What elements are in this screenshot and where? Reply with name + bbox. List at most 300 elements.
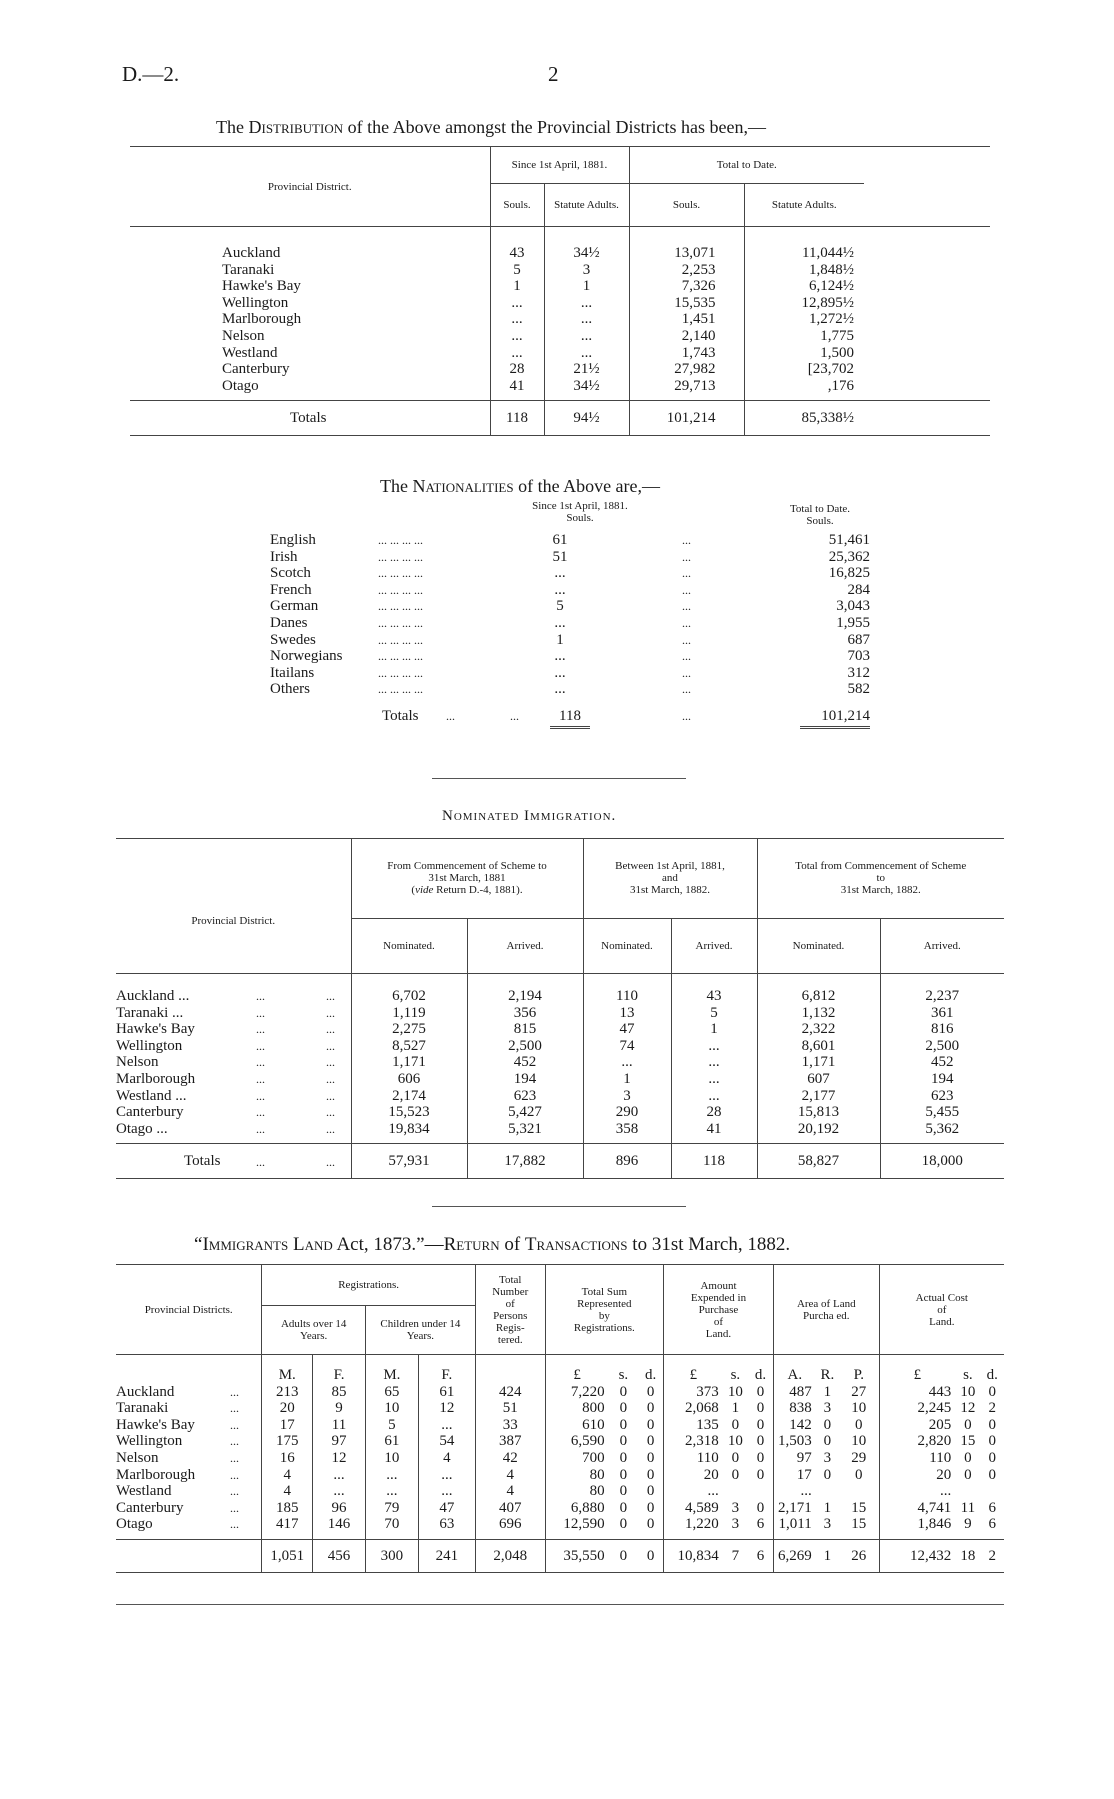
cell-cd: 6 xyxy=(988,1499,997,1516)
total-souls: 2,140 xyxy=(629,328,744,345)
leader-dots: ... ... ... ... xyxy=(378,533,423,547)
district-name: Marlborough xyxy=(116,1070,196,1087)
cell-cf: 4 xyxy=(418,1450,475,1467)
cell-sd: 0 xyxy=(646,1449,655,1466)
nominated-title: Nominated Immigration. xyxy=(442,808,617,824)
cell-es: 3 xyxy=(731,1516,740,1533)
land-col-registrations: Registrations. xyxy=(262,1265,476,1306)
leader-dots: ... ... ... ... xyxy=(378,549,423,564)
list-item xyxy=(270,615,870,632)
cell-cs: 10 xyxy=(960,1383,976,1400)
cell-cs: 0 xyxy=(964,1449,972,1466)
total-af: 456 xyxy=(313,1539,366,1572)
sub-statute-adults: Statute Adults. xyxy=(544,184,629,227)
cell-cs xyxy=(955,1483,980,1500)
between-arrived: 28 xyxy=(671,1104,757,1121)
cell-sd: 0 xyxy=(646,1499,655,1516)
cell-am: 175 xyxy=(262,1433,313,1450)
list-item xyxy=(270,549,870,566)
table-row xyxy=(116,1467,1004,1484)
between-nominated: ... xyxy=(583,1054,671,1071)
cell-cm: ... xyxy=(365,1483,418,1500)
cell-el: 1,220 xyxy=(664,1516,723,1533)
cell-ss: 0 xyxy=(619,1400,628,1417)
total-cd: 2 xyxy=(988,1547,997,1564)
total-nominated: 2,322 xyxy=(757,1021,880,1038)
table-row xyxy=(130,245,990,262)
leader-dots: ... xyxy=(230,1500,239,1515)
leader-dots: ... xyxy=(682,549,691,564)
cell-af: ... xyxy=(313,1467,366,1484)
cell-ss: 0 xyxy=(619,1516,628,1533)
district-name: Auckland ... xyxy=(116,988,190,1004)
cell-ed: 0 xyxy=(756,1383,765,1400)
cell-sd: 0 xyxy=(646,1483,655,1500)
total-souls: 15,535 xyxy=(629,295,744,312)
unit-label: s. xyxy=(730,1367,741,1383)
cell-ap xyxy=(839,1483,879,1500)
cell-am: 185 xyxy=(262,1500,313,1517)
since-souls: 28 xyxy=(490,361,544,378)
table-row xyxy=(116,1104,1004,1121)
cell-aa: 97 xyxy=(773,1450,815,1467)
since-adults: 3 xyxy=(544,262,629,279)
cell-sd: 0 xyxy=(646,1400,655,1417)
leader-dots: ... xyxy=(230,1517,239,1532)
district-name: Taranaki xyxy=(222,261,275,278)
cell-ss: 0 xyxy=(619,1433,628,1450)
cell-cs: 0 xyxy=(964,1416,972,1433)
total-nominated: 6,812 xyxy=(757,988,880,1005)
col-total-to-date: Total to Date. xyxy=(629,147,864,184)
table-row xyxy=(116,1417,1004,1434)
cell-aa: 2,171 xyxy=(773,1500,815,1517)
nationality-total: 1,955 xyxy=(836,614,870,631)
land-col-children: Children under 14 Years. xyxy=(365,1306,475,1355)
cell-cs: 12 xyxy=(960,1400,976,1417)
totals-row xyxy=(270,706,870,726)
total-arrived: 361 xyxy=(880,1005,1004,1022)
cell-ed: 0 xyxy=(756,1466,765,1483)
district-name: Taranaki xyxy=(116,1400,169,1417)
unit-label: d. xyxy=(644,1367,657,1383)
unit-label: s. xyxy=(618,1367,629,1383)
cell-es: 1 xyxy=(731,1400,740,1417)
nat-col-total: Total to Date. Souls. xyxy=(789,503,851,527)
leader-dots: ... xyxy=(682,566,691,581)
total-adults: 11,044½ xyxy=(744,245,864,262)
table-row xyxy=(130,345,990,362)
table-row xyxy=(130,262,990,279)
nationality-total: 25,362 xyxy=(828,548,870,565)
from-nominated: 6,702 xyxy=(351,988,467,1005)
cell-ed: 0 xyxy=(756,1449,765,1466)
list-item xyxy=(270,565,870,582)
total-arrived: 623 xyxy=(880,1088,1004,1105)
cell-cf: 61 xyxy=(418,1384,475,1401)
district-name: Otago xyxy=(116,1516,153,1533)
cell-tot: 696 xyxy=(475,1516,545,1533)
leader-dots: ... xyxy=(256,1022,265,1037)
cell-aa: 487 xyxy=(773,1384,815,1401)
from-nominated: 8,527 xyxy=(351,1038,467,1055)
from-nominated: 1,171 xyxy=(351,1054,467,1071)
between-nominated: 3 xyxy=(583,1088,671,1105)
leader-dots: ... xyxy=(682,582,691,597)
district-name: Canterbury xyxy=(222,361,290,378)
leader-dots: ... xyxy=(256,989,265,1003)
leader-dots: ... xyxy=(256,1038,265,1053)
unit-label: £ xyxy=(664,1367,723,1384)
district-name: Nelson xyxy=(222,327,265,344)
nom-col-district: Provincial District. xyxy=(116,839,351,974)
sub-statute-total: Statute Adults. xyxy=(744,184,864,227)
between-nominated: 74 xyxy=(583,1038,671,1055)
document-reference: D.—2. xyxy=(122,62,180,86)
table-row xyxy=(116,1384,1004,1401)
cell-cl: 205 xyxy=(879,1417,955,1434)
cell-cl: 1,846 xyxy=(879,1516,955,1533)
cell-ed xyxy=(748,1483,773,1500)
col-since-april: Since 1st April, 1881. xyxy=(490,147,629,184)
between-arrived: ... xyxy=(671,1071,757,1088)
leader-dots: ... xyxy=(326,1088,335,1103)
cell-aa: 1,011 xyxy=(773,1516,815,1533)
cell-af: 12 xyxy=(313,1450,366,1467)
cell-ap: 0 xyxy=(855,1416,863,1433)
cell-el: 2,068 xyxy=(664,1400,723,1417)
totals-total-nominated: 58,827 xyxy=(757,1144,880,1179)
nationality-since: 5 xyxy=(556,598,564,615)
nationality-since: ... xyxy=(554,614,566,631)
sub-nominated-a: Nominated. xyxy=(351,918,467,973)
cell-ap: 10 xyxy=(851,1400,867,1417)
leader-dots: ... xyxy=(230,1417,239,1432)
cell-ed: 0 xyxy=(756,1416,765,1433)
sub-arrived-c: Arrived. xyxy=(880,918,1004,973)
unit-label: P. xyxy=(853,1367,864,1383)
leader-dots: ... xyxy=(326,1055,335,1070)
leader-dots: ... xyxy=(326,1005,335,1020)
from-nominated: 2,174 xyxy=(351,1088,467,1105)
unit-label: d. xyxy=(754,1367,767,1383)
cell-ed: 0 xyxy=(756,1499,765,1516)
from-arrived: 2,500 xyxy=(467,1038,583,1055)
cell-ap: 29 xyxy=(851,1449,867,1466)
list-item xyxy=(270,598,870,615)
cell-es: 0 xyxy=(731,1416,740,1433)
district-name: Wellington xyxy=(116,1433,183,1450)
table-row xyxy=(116,1121,1004,1138)
nationality-since: ... xyxy=(554,664,566,681)
from-nominated: 606 xyxy=(351,1071,467,1088)
list-item xyxy=(270,582,870,599)
total-souls: 7,326 xyxy=(629,278,744,295)
leader-dots: ... xyxy=(682,682,691,697)
leader-dots: ... xyxy=(230,1467,239,1482)
leader-dots: ... xyxy=(230,1434,239,1449)
land-col-amount-expended: Amount Expended in Purchase of Land. xyxy=(664,1265,774,1355)
cell-cf: 63 xyxy=(418,1516,475,1533)
cell-ar: 0 xyxy=(823,1416,832,1433)
nationality-name: Danes xyxy=(270,614,308,631)
between-nominated: 358 xyxy=(583,1121,671,1138)
total-nominated: 1,171 xyxy=(757,1054,880,1071)
totals-since: 118 xyxy=(550,706,590,729)
total-arrived: 5,362 xyxy=(880,1121,1004,1138)
cell-cf: 12 xyxy=(418,1400,475,1417)
cell-aa: 838 xyxy=(773,1400,815,1417)
cell-am: 213 xyxy=(262,1384,313,1401)
leader-dots: ... xyxy=(256,1071,265,1086)
between-arrived: 1 xyxy=(671,1021,757,1038)
from-nominated: 1,119 xyxy=(351,1005,467,1022)
table-row xyxy=(116,1450,1004,1467)
nationality-since: ... xyxy=(554,681,566,698)
cell-af: ... xyxy=(313,1483,366,1500)
cell-cm: 79 xyxy=(365,1500,418,1517)
sub-arrived-a: Arrived. xyxy=(467,918,583,973)
total-cf: 241 xyxy=(418,1539,475,1572)
nationality-since: 61 xyxy=(552,532,568,548)
total-cs: 18 xyxy=(960,1547,976,1564)
cell-ed: 0 xyxy=(756,1433,765,1450)
cell-sl: 7,220 xyxy=(545,1384,608,1401)
nationality-name: Itailans xyxy=(270,664,315,681)
cell-sd: 0 xyxy=(646,1433,655,1450)
unit-label: M. xyxy=(365,1367,418,1384)
totals-total-adults: 85,338½ xyxy=(744,401,864,436)
cell-am: 4 xyxy=(262,1467,313,1484)
total-souls: 13,071 xyxy=(629,245,744,262)
district-name: Canterbury xyxy=(116,1499,184,1516)
cell-cd: 0 xyxy=(988,1449,997,1466)
total-am: 1,051 xyxy=(262,1539,313,1572)
unit-label: d. xyxy=(986,1367,998,1383)
leader-dots: ... xyxy=(230,1484,239,1499)
cell-cm: 61 xyxy=(365,1433,418,1450)
leader-dots: ... xyxy=(682,649,691,664)
table-row xyxy=(116,1400,1004,1417)
cell-cf: ... xyxy=(418,1467,475,1484)
total-el: 10,834 xyxy=(664,1539,723,1572)
cell-el: 20 xyxy=(664,1467,723,1484)
cell-cl: 20 xyxy=(879,1467,955,1484)
district-name: Auckland xyxy=(222,245,281,261)
cell-sl: 6,590 xyxy=(545,1433,608,1450)
cell-ar: 1 xyxy=(823,1499,832,1516)
between-arrived: 43 xyxy=(671,988,757,1005)
cell-cm: ... xyxy=(365,1467,418,1484)
list-item xyxy=(270,665,870,682)
leader-dots: ... xyxy=(682,615,691,630)
totals-label: Totals xyxy=(290,410,327,427)
cell-tot: 51 xyxy=(475,1400,545,1417)
cell-sd: 0 xyxy=(646,1416,655,1433)
totals-from-nominated: 57,931 xyxy=(351,1144,467,1179)
land-col-districts: Provincial Districts. xyxy=(116,1265,262,1355)
cell-el: 110 xyxy=(664,1450,723,1467)
cell-tot: 33 xyxy=(475,1417,545,1434)
total-souls: 1,451 xyxy=(629,311,744,328)
table-row xyxy=(130,278,990,295)
district-name: Westland xyxy=(222,344,278,361)
leader-dots: ... xyxy=(326,1121,335,1136)
cell-ar: 1 xyxy=(823,1383,832,1400)
since-adults: ... xyxy=(544,311,629,328)
cell-cl: 110 xyxy=(879,1450,955,1467)
leader-dots: ... xyxy=(256,1088,265,1103)
nationalities-title: The Nationalities of the Above are,— xyxy=(380,476,661,496)
table-row xyxy=(116,1500,1004,1517)
cell-cl: ... xyxy=(879,1483,955,1500)
leader-dots: ... xyxy=(256,1155,265,1170)
nationality-name: French xyxy=(270,581,312,598)
unit-label: £ xyxy=(879,1367,955,1384)
cell-ss: 0 xyxy=(619,1449,628,1466)
nationality-since: 51 xyxy=(552,548,568,565)
cell-cl: 443 xyxy=(879,1384,955,1401)
list-item xyxy=(270,532,870,549)
sub-nominated-b: Nominated. xyxy=(583,918,671,973)
cell-af: 96 xyxy=(313,1500,366,1517)
nationality-since: ... xyxy=(554,648,566,665)
cell-cd: 6 xyxy=(988,1516,997,1533)
cell-ss: 0 xyxy=(619,1416,628,1433)
cell-cl: 2,820 xyxy=(879,1433,955,1450)
from-arrived: 5,427 xyxy=(467,1104,583,1121)
nationality-total: 582 xyxy=(847,681,870,698)
district-name: Otago xyxy=(222,377,259,394)
list-item xyxy=(270,648,870,665)
total-arrived: 452 xyxy=(880,1054,1004,1071)
nationality-since: 1 xyxy=(556,631,564,648)
table-row xyxy=(116,1005,1004,1022)
total-adults: 1,272½ xyxy=(744,311,864,328)
cell-af: 11 xyxy=(313,1417,366,1434)
list-item xyxy=(270,632,870,649)
cell-am: 20 xyxy=(262,1400,313,1417)
cell-af: 146 xyxy=(313,1516,366,1533)
nationality-total: 284 xyxy=(847,581,870,598)
total-adults: 12,895½ xyxy=(744,295,864,312)
cell-el: 373 xyxy=(664,1384,723,1401)
nationality-since: ... xyxy=(554,565,566,582)
leader-dots: ... xyxy=(510,708,519,723)
cell-sl: 610 xyxy=(545,1417,608,1434)
cell-ss: 0 xyxy=(619,1466,628,1483)
district-name: Taranaki ... xyxy=(116,1004,184,1021)
leader-dots: ... ... ... ... xyxy=(378,582,423,597)
cell-cs: 15 xyxy=(960,1433,976,1450)
land-col-total-persons: Total Number of Persons Regis- tered. xyxy=(475,1265,545,1355)
nom-col-between: Between 1st April, 1881, and 31st March, 1882. xyxy=(583,839,757,919)
leader-dots: ... xyxy=(446,708,455,723)
table-row xyxy=(116,1071,1004,1088)
total-tot: 2,048 xyxy=(475,1539,545,1572)
leader-dots: ... xyxy=(682,599,691,614)
unit-label: F. xyxy=(313,1367,366,1384)
total-arrived: 816 xyxy=(880,1021,1004,1038)
nationality-name: Norwegians xyxy=(270,648,343,665)
table-row xyxy=(116,1483,1004,1500)
cell-aa: 1,503 xyxy=(773,1433,815,1450)
since-souls: ... xyxy=(490,295,544,312)
district-name: Wellington xyxy=(116,1037,183,1054)
between-arrived: ... xyxy=(671,1054,757,1071)
list-item xyxy=(270,681,870,698)
cell-aa: ... xyxy=(773,1483,815,1500)
since-adults: ... xyxy=(544,295,629,312)
totals-between-arrived: 118 xyxy=(671,1144,757,1179)
leader-dots: ... xyxy=(682,708,691,723)
cell-ap: 27 xyxy=(851,1383,867,1400)
unit-label: A. xyxy=(773,1367,815,1384)
cell-ar: 0 xyxy=(823,1466,832,1483)
between-nominated: 1 xyxy=(583,1071,671,1088)
between-arrived: 41 xyxy=(671,1121,757,1138)
totals-label: Totals xyxy=(382,707,419,724)
from-nominated: 15,523 xyxy=(351,1104,467,1121)
district-name: Marlborough xyxy=(222,311,302,328)
between-nominated: 110 xyxy=(583,988,671,1005)
totals-since-souls: 118 xyxy=(490,401,544,436)
from-arrived: 815 xyxy=(467,1021,583,1038)
cell-ed: 6 xyxy=(756,1516,765,1533)
cell-af: 85 xyxy=(313,1384,366,1401)
table-row xyxy=(116,988,1004,1005)
since-adults: 21½ xyxy=(544,361,629,378)
nationality-total: 687 xyxy=(847,631,870,648)
table-row xyxy=(130,295,990,312)
nominated-table xyxy=(116,838,1004,1179)
leader-dots: ... xyxy=(682,533,691,547)
from-arrived: 623 xyxy=(467,1088,583,1105)
cell-sd: 0 xyxy=(646,1383,655,1400)
between-arrived: ... xyxy=(671,1038,757,1055)
leader-dots: ... xyxy=(230,1450,239,1465)
cell-aa: 17 xyxy=(773,1467,815,1484)
nationalities-list xyxy=(270,532,870,726)
cell-cm: 10 xyxy=(365,1400,418,1417)
total-sl: 35,550 xyxy=(545,1539,608,1572)
total-nominated: 8,601 xyxy=(757,1038,880,1055)
cell-sl: 6,880 xyxy=(545,1500,608,1517)
total-nominated: 607 xyxy=(757,1071,880,1088)
land-act-title: “Immigrants Land Act, 1873.”—Return of Transactions to 31st March, 1882. xyxy=(194,1234,791,1255)
table-row xyxy=(116,1021,1004,1038)
page-number: 2 xyxy=(548,62,559,86)
nom-col-total-1882: Total from Commencement of Scheme to 31st March, 1882. xyxy=(757,839,1004,919)
total-adults: 1,500 xyxy=(744,345,864,362)
between-arrived: ... xyxy=(671,1088,757,1105)
cell-tot: 424 xyxy=(475,1384,545,1401)
cell-sl: 80 xyxy=(545,1483,608,1500)
total-ed: 6 xyxy=(756,1547,765,1564)
leader-dots: ... xyxy=(682,665,691,680)
cell-sl: 80 xyxy=(545,1467,608,1484)
totals-row xyxy=(130,401,990,436)
total-souls: 29,713 xyxy=(629,378,744,395)
cell-el: 135 xyxy=(664,1417,723,1434)
district-name: Canterbury xyxy=(116,1104,184,1121)
totals-total-arrived: 18,000 xyxy=(880,1144,1004,1179)
nationality-total: 51,461 xyxy=(828,532,870,548)
cell-cd xyxy=(981,1483,1004,1500)
nationality-total: 703 xyxy=(847,648,870,665)
cell-cd: 0 xyxy=(988,1466,997,1483)
from-arrived: 194 xyxy=(467,1071,583,1088)
